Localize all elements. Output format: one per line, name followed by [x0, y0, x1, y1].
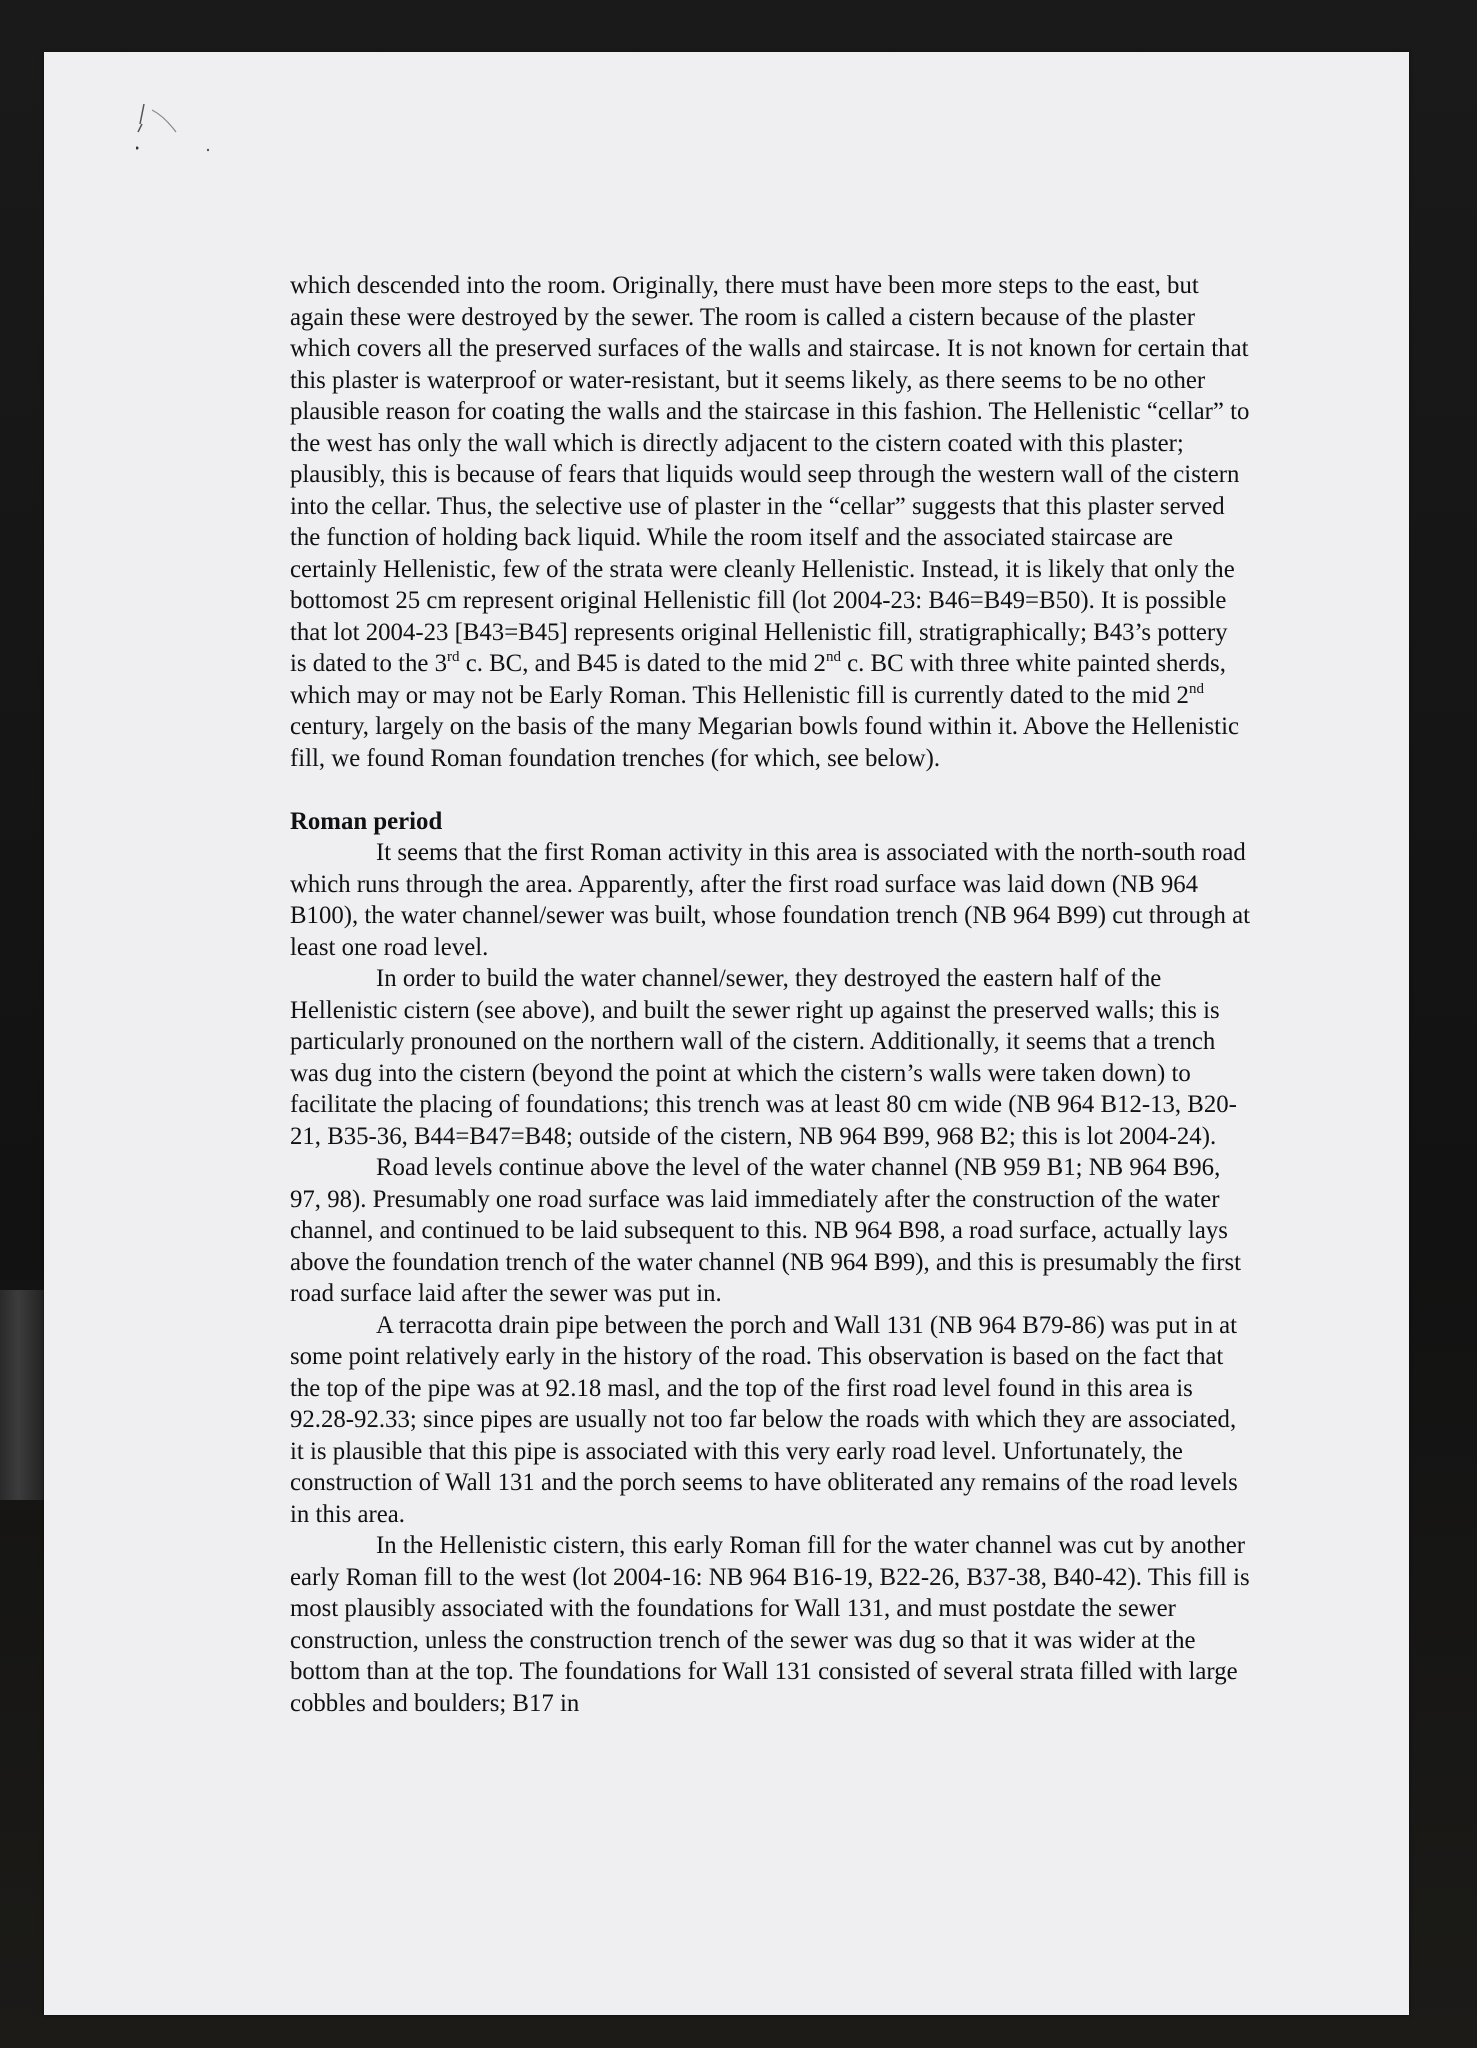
staple-hole-mark	[136, 102, 226, 152]
paragraph-first-roman-activity: It seems that the first Roman activity in this area is associated with the north-south road which runs through the area. Apparently, after the first road surface was laid down (NB 964 B100), the water channel/sewer was built, whose foundation trench (NB 964 B99) cut through at least one road level.	[290, 839, 1250, 961]
paragraph-water-channel: In order to build the water channel/sewer, they destroyed the eastern half of the Hellenistic cistern (see above), and built the sewer right up against the preserved walls; this is particularly pronouned on the northern wall of the cistern. Additionally, it seems that a trench was dug into the cistern (beyond the point at which the cistern’s walls were taken down) to facilitate the placing of foundations; this trench was at least 80 cm wide (NB 964 B12-13, B20-21, B35-36, B44=B47=B48; outside of the cistern, NB 964 B99, 968 B2; this is lot 2004-24).	[290, 965, 1237, 1150]
paragraph-text: c. BC with three white painted sherds, which may or may not be Early Roman. This Hellenistic fill is currently dated to the mid 2	[290, 650, 1226, 709]
document-page	[44, 52, 1409, 2015]
superscript: nd	[1188, 680, 1204, 697]
document-body	[290, 270, 1250, 1719]
paragraph-road-levels: Road levels continue above the level of the water channel (NB 959 B1; NB 964 B96, 97, 98). Presumably one road surface was laid immediately after the construction of the water channel, and continued to be laid subsequent to this. NB 964 B98, a road surface, actually lays above the foundation trench of the water channel (NB 964 B99), and this is presumably the first road surface laid after the sewer was put in.	[290, 1154, 1241, 1307]
section-heading: Roman period	[290, 807, 443, 835]
superscript: nd	[825, 649, 841, 665]
paragraph-hellenistic-cistern	[290, 270, 1250, 774]
binder-clip	[0, 1290, 45, 1500]
paragraph-wall-131-fill: In the Hellenistic cistern, this early Roman fill for the water channel was cut by another early Roman fill to the west (lot 2004-16: NB 964 B16-19, B22-26, B37-38, B40-42). This fill is most plausibly associated with the foundations for Wall 131, and must postdate the sewer construction, unless the construction trench of the sewer was dug so that it was wider at the bottom than at the top. The foundations for Wall 131 consisted of several strata filled with large cobbles and boulders; B17 in	[290, 1532, 1250, 1717]
paragraph-text: which descended into the room. Originally, there must have been more steps to the east, but again these were destroyed by the sewer. The room is called a cistern because of the plaster which covers all the preserved surfaces of the walls and staircase. It is not known for certain that this plaster is waterproof or water-resistant, but it seems likely, as there seems to be no other plausible reason for coating the walls and the staircase in this fashion. The Hellenistic “cellar” to the west has only the wall which is directly adjacent to the cistern coated with this plaster; plausibly, this is because of fears that liquids would seep through the western wall of the cistern into the cellar. Thus, the selective use of plaster in the “cellar” suggests that this plaster served the function of holding back liquid. While the room itself and the associated staircase are certainly Hellenistic, few of the strata were cleanly Hellenistic. Instead, it is likely that only the bottomost 25 cm represent original Hellenistic fill (lot 2004-23: B46=B49=B50). It is possible that lot 2004-23 [B43=B45] represents original Hellenistic fill, stratigraphically; B43’s pottery is dated to the 3	[290, 272, 1250, 677]
paragraph-text: century, largely on the basis of the many Megarian bowls found within it. Above the Hellenistic fill, we found Roman foundation trenches (for which, see below).	[290, 713, 1239, 772]
superscript: rd	[447, 649, 460, 665]
paragraph-text: c. BC, and B45 is dated to the mid 2	[459, 650, 826, 677]
paragraph-drain-pipe: A terracotta drain pipe between the porch and Wall 131 (NB 964 B79-86) was put in at some point relatively early in the history of the road. This observation is based on the fact that the top of the pipe was at 92.18 masl, and the top of the first road level found in this area is 92.28-92.33; since pipes are usually not too far below the roads with which they are associated, it is plausible that this pipe is associated with this very early road level. Unfortunately, the construction of Wall 131 and the porch seems to have obliterated any remains of the road levels in this area.	[290, 1311, 1238, 1528]
